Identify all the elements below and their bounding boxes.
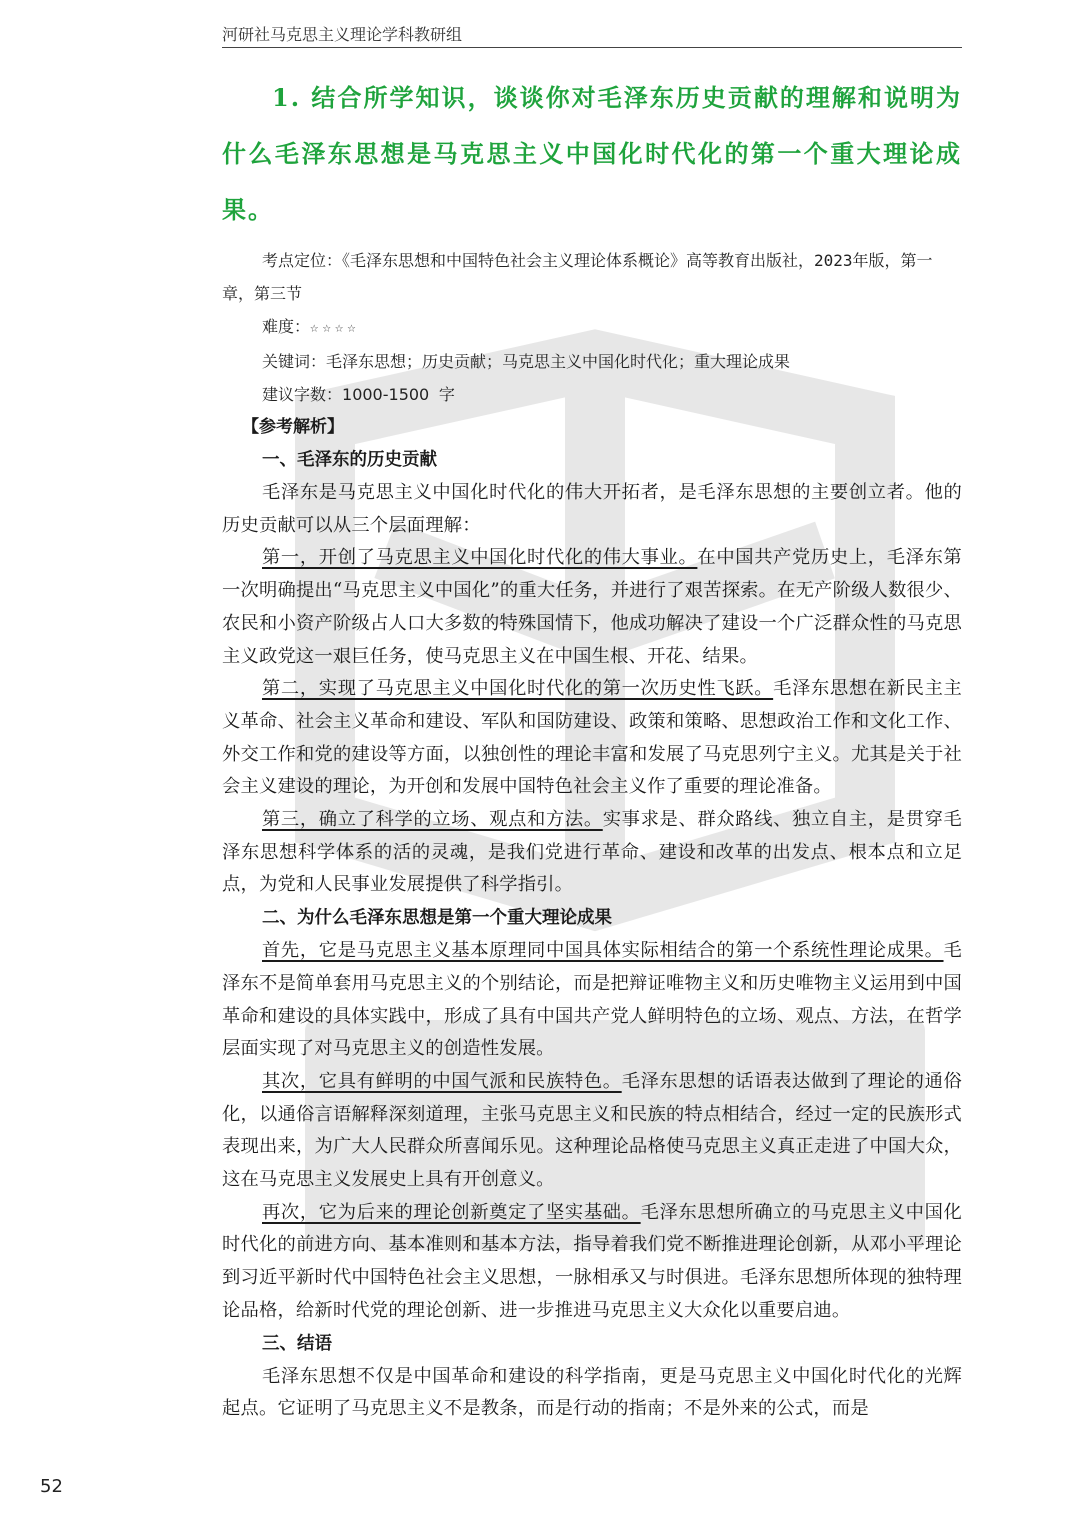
source-label: 考点定位： xyxy=(262,251,343,270)
paragraph-text: 毛泽东不是简单套用马克思主义的个别结论，而是把辩证唯物主义和历史唯物主义运用到中国革命和建设的具体实践中，形成了具有中国共产党人鲜明特色的立场、观点、方法，在哲学层面实现了对马克思主义的创造性发展。 xyxy=(222,940,962,1060)
paragraph-lead-underlined: 第二，实现了马克思主义中国化时代化的第一次历史性飞跃。 xyxy=(262,678,774,700)
difficulty-line xyxy=(222,310,962,345)
wordcount-value: 1000-1500 xyxy=(342,385,430,404)
paragraph-text: 毛泽东思想不仅是中国革命和建设的科学指南，更是马克思主义中国化时代化的光辉起点。它证明了马克思主义不是教条，而是行动的指南；不是外来的公式，而是 xyxy=(222,1365,962,1420)
wordcount-line xyxy=(222,378,962,411)
keywords-value: 毛泽东思想；历史贡献；马克思主义中国化时代化；重大理论成果 xyxy=(326,352,791,371)
header-rule xyxy=(222,47,962,48)
paragraph-text: 毛泽东思想的话语表达做到了理论的通俗化，以通俗言语解释深刻道理，主张马克思主义和民族的特点相结合，经过一定的民族形式表现出来，为广大人民群众所喜闻乐见。这种理论品格使马克思主义真正走进了中国大众，这在马克思主义发展史上具有开创意义。 xyxy=(222,1070,962,1191)
page-number: 52 xyxy=(40,1476,63,1497)
source-line xyxy=(222,244,962,310)
paragraph-lead-underlined: 其次，它具有鲜明的中国气派和民族特色。 xyxy=(262,1070,622,1092)
question-title: 1. 结合所学知识，谈谈你对毛泽东历史贡献的理解和说明为什么毛泽东思想是马克思主义中国化时代化的第一个重大理论成果。 xyxy=(222,83,962,224)
paragraph-text: 实事求是、群众路线、独立自主，是贯穿毛泽东思想科学体系的活的灵魂，是我们党进行革命、建设和改革的出发点、根本点和立足点，为党和人民事业发展提供了科学指引。 xyxy=(222,809,962,896)
paragraph-lead-underlined: 首先，它是马克思主义基本原理同中国具体实际相结合的第一个系统性理论成果。 xyxy=(262,940,944,962)
difficulty-stars: ☆☆☆☆ xyxy=(310,320,360,336)
wordcount-unit: 字 xyxy=(429,385,455,404)
paragraph-text: 在中国共产党历史上，毛泽东第一次明确提出“马克思主义中国化”的重大任务，并进行了艰苦探索。在无产阶级人数很少、农民和小资产阶级占人口大多数的特殊国情下，他成功解决了建设一个广泛群众性的马克思主义政党这一艰巨任务，使马克思主义在中国生根、开花、结果。 xyxy=(222,547,962,667)
paragraph-lead-underlined: 第三，确立了科学的立场、观点和方法。 xyxy=(262,809,603,831)
paragraph-text: 毛泽东思想所确立的马克思主义中国化时代化的前进方向、基本准则和基本方法，指导着我们党不断推进理论创新，从邓小平理论到习近平新时代中国特色社会主义思想，一脉相承又与时俱进。毛泽东思想所体现的独特理论品格，给新时代党的理论创新、进一步推进马克思主义大众化以重要启迪。 xyxy=(222,1201,963,1321)
paragraph-text: 毛泽东思想在新民主主义革命、社会主义革命和建设、军队和国防建设、政策和策略、思想政治工作和文化工作、外交工作和党的建设等方面，以独创性的理论丰富和发展了马克思列宁主义。尤其是关于社会主义建设的理论，为开创和发展中国特色社会主义作了重要的理论准备。 xyxy=(222,678,962,798)
keywords-label: 关键词： xyxy=(262,352,327,371)
body-paragraph xyxy=(222,804,962,902)
paragraph-lead-underlined: 第一，开创了马克思主义中国化时代化的伟大事业。 xyxy=(262,547,698,569)
body-paragraph xyxy=(222,935,962,1066)
content-column xyxy=(222,70,962,1426)
paragraph-lead-underlined: 再次，它为后来的理论创新奠定了坚实基础。 xyxy=(262,1201,641,1223)
difficulty-label: 难度： xyxy=(262,317,311,336)
body-paragraph xyxy=(222,673,962,804)
source-value: 《毛泽东思想和中国特色社会主义理论体系概论》高等教育出版社，2023年版，第一章，第三节 xyxy=(222,251,933,303)
body-paragraph xyxy=(222,542,962,673)
section-heading: 一、毛泽东的历史贡献 xyxy=(262,450,437,470)
keywords-line xyxy=(222,345,962,378)
section-heading: 二、为什么毛泽东思想是第一个重大理论成果 xyxy=(262,908,612,929)
body-paragraph xyxy=(222,477,962,542)
body-paragraph xyxy=(222,1066,962,1197)
paragraph-text: 毛泽东是马克思主义中国化时代化的伟大开拓者，是毛泽东思想的主要创立者。他的历史贡献可以从三个层面理解： xyxy=(222,482,962,536)
analysis-body xyxy=(222,444,962,1426)
body-paragraph xyxy=(222,1361,962,1426)
running-header: 河研社马克思主义理论学科教研组 xyxy=(222,25,463,44)
analysis-label: 【参考解析】 xyxy=(242,417,344,437)
section-heading: 三、结语 xyxy=(262,1333,332,1354)
wordcount-label: 建议字数： xyxy=(262,385,343,404)
body-paragraph xyxy=(222,1197,962,1328)
